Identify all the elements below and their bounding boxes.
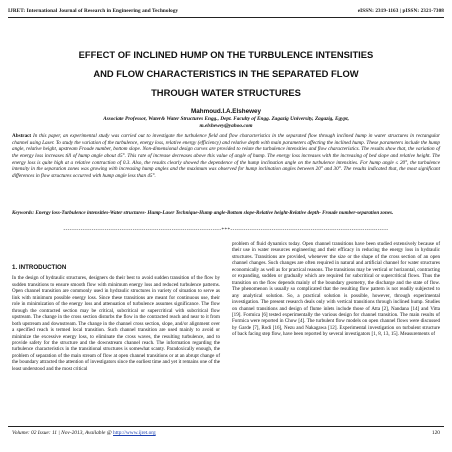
author-affiliation: Associate Professor, Water& Water Structures Engg., Dept. Faculty of Engg. Zagazig University, Zagazig, Egypt, — [103, 116, 349, 122]
title-line-3: THROUGH WATER STRUCTURES — [151, 87, 301, 98]
keywords — [12, 210, 440, 217]
author-email[interactable]: m.elshewey@yahoo.com — [199, 123, 253, 129]
issn: eISSN: 2319-1163 | pISSN: 2321-7308 — [357, 7, 444, 14]
running-header — [8, 4, 444, 17]
section-separator: -------------------------------------------------------------------------***------------------------------------------------------------------------- — [63, 228, 389, 233]
header-rule — [8, 17, 444, 18]
footer-rule — [8, 426, 444, 427]
page-footer — [12, 430, 440, 436]
journal-name: IJRET: International Journal of Research in Engineering and Technology — [8, 7, 179, 14]
abstract — [12, 133, 440, 180]
abstract-label: Abstract — [12, 133, 32, 139]
section-heading-introduction: 1. INTRODUCTION — [12, 264, 67, 271]
author-affiliation-block — [0, 116, 452, 130]
intro-text-right: problem of fluid dynamics today. Open channel transitions have been studied extensively because of their use in water resources engineering and their efficacy in reducing the energy loss in hydraulic structures. Transitions are provided, whenever the size or the shape of the cross section of an open channel changes. Such changes are often required in natural and artificial channel for water structures economically as well as for practical reasons. The transitions may be vertical or horizontal, contracting or expanding, sudden or gradually which are required for subcritical or supercritical flows. Thus the transition on the flow depends mainly of the boundary geometry, the discharge and the state of flow. The phenomenon is usually so complicated that the resulting flow pattern is not readily subjected to any analytical solution. So, a practical solution is possible, however, through experimental investigation. The present research deals only with vertical transitions through inclined hump. Studies on channel transitions and design of flume inlets include those of Atta [2], Nandana [14] and Vitta [19]. Formica [6] tested experimentally the various design for channel transition. The main results of Formica were reported in Chow [4]. The turbulent flow models on open channel flows were discussed by Garde [7], Rodi [16], Nezu and Nakagawa [12]. Experimental investigation on turbulent structure of back facing step flow, have been reported by several investigators [1, 8, 13, 15]. Measurements of — [232, 241, 440, 338]
keywords-label: Keywords: — [12, 210, 35, 216]
author-name: Mahmoud.I.A.Elshewey — [191, 108, 261, 115]
footer-volume-text: Volume: 02 Issue: 11 | Nov-2013, Available @ — [12, 430, 112, 436]
abstract-text: In this paper, an experimental study was carried out to investigate the turbulence field and flow characteristics in the separated flow through inclined hump in water structures in rectangular channel using Laser. To study the variation of the turbulence, energy loss, relative energy (efficiency) and relative depth with main parameters affecting the inclined hump. These parameters include the hump angle, relative height, upstream Froude number, bottom slope. Non-dimensional design curves are provided to relate the turbulence intensities and flow characteristics. The results show that, the variation of the energy loss increases till of hump angle about 45°. This rate of increase decreases above this value of angle of hump. The energy loss increases with the increasing of bed slope and relative height. The energy loss is quite high at a relative contraction of 0.3. Also, the results clearly showed the dependence of the hump inclination angle on the turbulence intensities. For hump angle ≤ 20°, the turbulence intensity in the separation zones was growing with increasing hump angles and the maximum was observed for hump inclination angles between 20° and 30°. The results indicated that, the most significant differences in flow structures occurred with hump angle less than 45°. — [12, 133, 441, 179]
footer-volume — [12, 430, 156, 436]
intro-text-left: In the design of hydraulic structures, designers do their best to avoid sudden transition of the flow by sudden transitions to ensure smooth flow with minimum energy loss and reduced turbulence patterns. Open channel transition are commonly used in hydraulic structures in variety of situation to serve as link with minimum possible energy loss. Since these transitions are meant for continuous use, their role in minimization of the energy loss and attenuation of turbulence assumes significance. The flow through the contracted section may be critical, subcritical or supercritical with subcritical flow upstream. The change in the cross section disturbs the flow in the contracted reach and near to it from both upstream and downstream. The change in the channel cross section, slope, and/or alignment over a specified reach is termed local transition. Such channel transition are used mainly to avoid or minimize the excessive energy loss, to eliminate the cross waves, the resulting turbulence, and to provide safety for the structure and the downstream channel reach. The information regarding the turbulence characteristics in the transitional structures is somewhat scanty. Paradoxically enough, the problem of separation of the main stream of flow at open channel transitions or at an abrupt change of the boundary attracted the attention of investigators since the earliest time and yet it remains one of the least understood and the most critical — [12, 275, 220, 372]
column-left — [12, 265, 220, 372]
title-line-1: EFFECT OF INCLINED HUMP ON THE TURBULENCE INTENSITIES — [78, 49, 374, 60]
title-line-2: AND FLOW CHARACTERISTICS IN THE SEPARATED FLOW — [93, 68, 359, 79]
column-right — [232, 241, 440, 338]
footer-url-link[interactable]: http://www.ijret.org — [113, 430, 156, 436]
page-number: 120 — [431, 430, 440, 436]
keywords-text: Energy loss-Turbulence intensities-Water structures- Hump-Laser Technique-Hump angle-Bottom slope-Relative height-Relative depth- Froude number-separation zones. — [35, 210, 394, 216]
paper-title — [0, 45, 452, 102]
